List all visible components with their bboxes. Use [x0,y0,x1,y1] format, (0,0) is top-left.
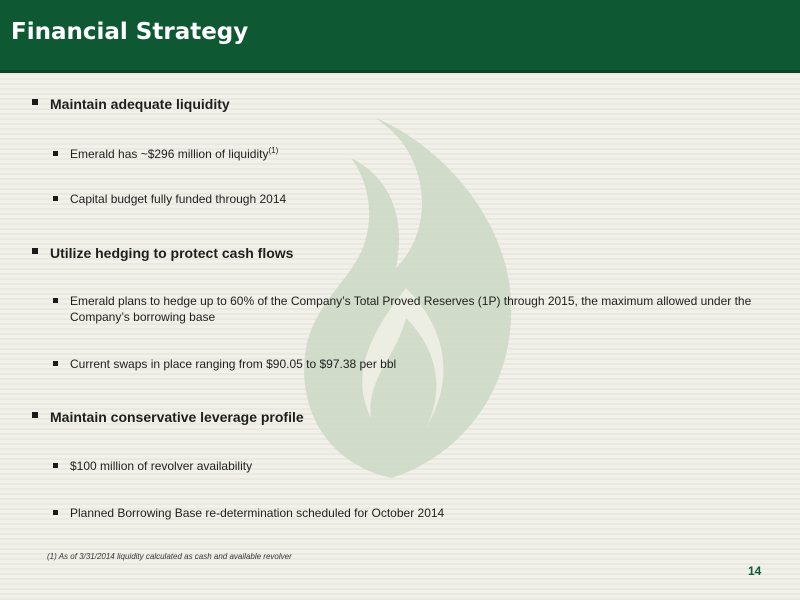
bullet-square-icon [53,463,58,468]
section-heading [32,96,230,112]
list-item-text: $100 million of revolver availability [70,459,253,473]
bullet-square-icon [53,361,58,366]
section-heading-text: Utilize hedging to protect cash flows [50,245,294,261]
list-item-text: Emerald has ~$296 million of liquidity$^{(1)}$ [70,146,279,161]
bullet-square-icon [32,99,38,105]
list-item-text: Capital budget fully funded through 2014 [70,192,287,206]
bullet-square-icon [53,298,58,303]
bullet-square-icon [53,196,58,201]
list-item [53,458,773,474]
section-heading-text: Maintain adequate liquidity [50,96,230,112]
bullet-square-icon [32,412,38,418]
bullet-square-icon [32,248,38,254]
list-item [53,356,773,372]
list-item-text: Emerald plans to hedge up to 60% of the Company’s Total Proved Reserves (1P) through 2015, the maximum allowed under the Company’s borrowing base [70,294,752,324]
list-item [53,191,773,207]
section-heading-text: Maintain conservative leverage profile [50,409,304,425]
section-heading [32,409,304,425]
list-item-text: Planned Borrowing Base re-determination scheduled for October 2014 [70,506,445,520]
footnote: (1) As of 3/31/2014 liquidity calculated as cash and available revolver [47,552,292,561]
list-item [53,293,773,325]
page-title: Financial Strategy [11,19,249,45]
bullet-square-icon [53,151,58,156]
footnote-ref: (1) [268,146,279,155]
list-item-text: Current swaps in place ranging from $90.05 to $97.38 per bbl [70,357,397,371]
page-number: 14 [748,564,762,578]
bullet-square-icon [53,510,58,515]
list-item [53,505,773,521]
list-item [53,146,773,162]
section-heading [32,245,293,261]
